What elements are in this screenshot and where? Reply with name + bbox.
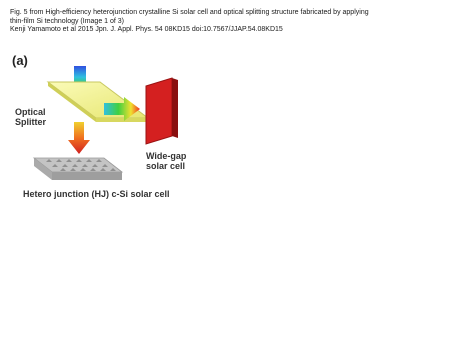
- wide-gap-cell-label-line-2: solar cell: [146, 161, 186, 171]
- caption-line-1: Fig. 5 from High-efficiency heterojunction crystalline Si solar cell and optical splitting structure fabricated by applying: [10, 9, 369, 16]
- optical-splitter-label-line-2: Splitter: [15, 117, 47, 127]
- caption-line-2: thin-film Si technology (Image 1 of 3): [10, 17, 124, 25]
- wide-gap-cell-label: [146, 151, 186, 171]
- hj-cell-label: Hetero junction (HJ) c-Si solar cell: [23, 189, 170, 199]
- wide-gap-solar-cell: [146, 78, 178, 144]
- hj-solar-cell: [34, 158, 122, 180]
- transmitted-light-arrow: [68, 122, 90, 154]
- optical-splitter-plate: [48, 82, 148, 122]
- panel-label: (a): [12, 53, 28, 68]
- wide-gap-cell-label-line-1: Wide-gap: [146, 151, 187, 161]
- optical-splitter-label-line-1: Optical: [15, 107, 46, 117]
- caption-line-3: Kenji Yamamoto et al 2015 Jpn. J. Appl. Phys. 54 08KD15 doi:10.7567/JJAP.54.08KD15: [10, 26, 283, 34]
- optical-splitter-label: [15, 107, 46, 127]
